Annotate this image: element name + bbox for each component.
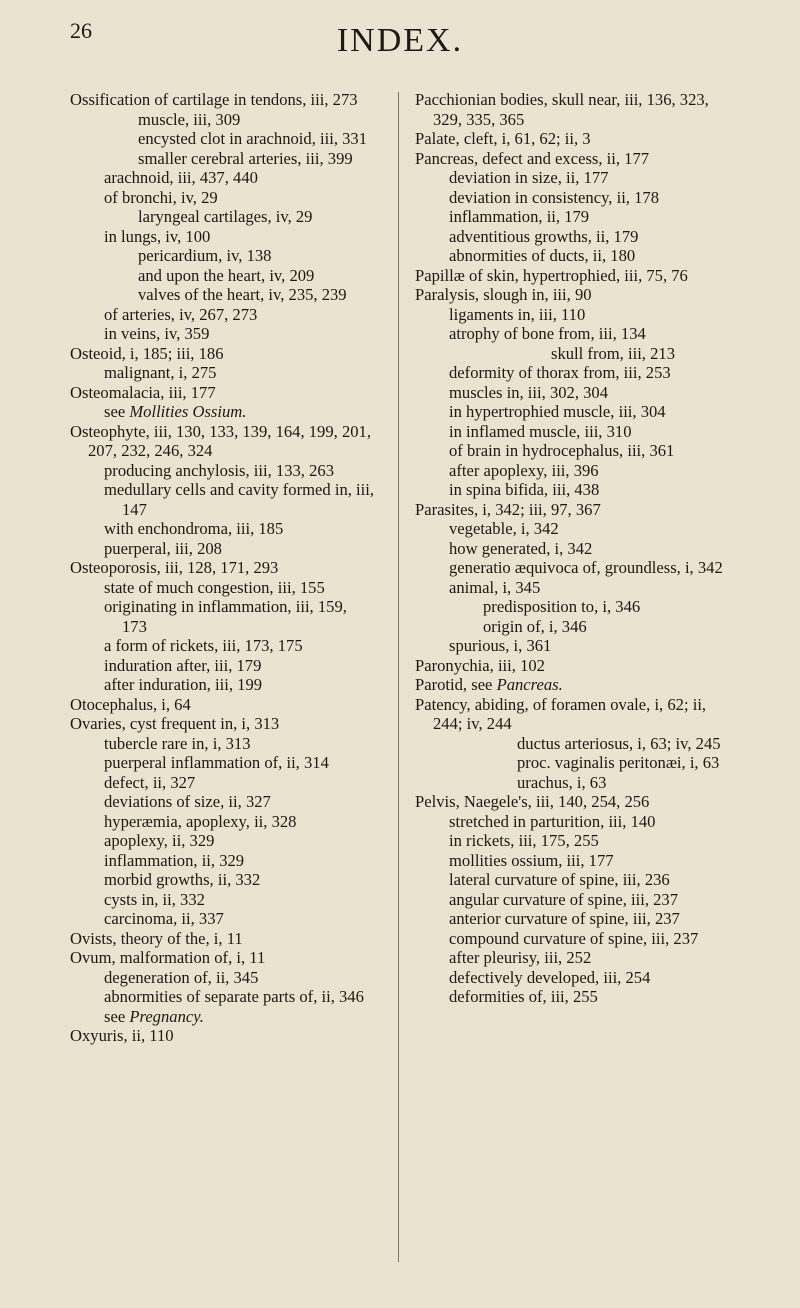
index-entry: stretched in parturition, iii, 140 [449,811,656,831]
entry-text: see [104,402,130,421]
index-entry: in hypertrophied muscle, iii, 304 [449,402,666,421]
index-entry: Paralysis, slough in, iii, 90 [415,285,592,304]
index-entry [415,675,730,695]
index-entry [70,402,375,422]
index-entry: and upon the heart, iv, 209 [138,265,315,285]
index-entry: mollities ossium, iii, 177 [449,850,614,870]
index-entry [70,1007,375,1027]
index-entry: vegetable, i, 342 [449,519,559,538]
index-entry: in spina bifida, iii, 438 [449,480,600,499]
index-entry: of brain in hydrocephalus, iii, 361 [449,441,675,460]
index-entry: medullary cells and cavity formed in, iii, 147 [104,480,375,519]
index-entry: spurious, i, 361 [449,636,552,655]
index-entry: generatio æquivoca of, groundless, i, 342 [449,558,723,577]
index-entry: in veins, iv, 359 [104,324,210,343]
index-entry: induration after, iii, 179 [104,655,262,675]
index-entry: origin of, i, 346 [483,616,587,636]
page-title: INDEX. [336,22,464,59]
index-entry: defectively developed, iii, 254 [449,967,651,987]
column-divider [398,92,399,1262]
index-entry: cysts in, ii, 332 [104,889,205,909]
index-entry: Parasites, i, 342; iii, 97, 367 [415,499,601,519]
index-entry: deformities of, iii, 255 [449,987,598,1006]
index-entry: puerperal, iii, 208 [104,538,222,558]
index-entry: after induration, iii, 199 [104,675,263,694]
left-column [70,90,375,1046]
index-entry: apoplexy, ii, 329 [104,831,215,850]
index-entry: Paronychia, iii, 102 [415,655,545,675]
index-entry: originating in inflammation, iii, 159, 173 [104,597,347,636]
entry-cross-reference: Pregnancy. [129,1006,204,1026]
index-entry: of arteries, iv, 267, 273 [104,304,258,324]
index-entry: Papillæ of skin, hypertrophied, iii, 75, 76 [415,265,688,285]
index-entry: Patency, abiding, of foramen ovale, i, 62; ii, 244; iv, 244 [415,694,707,733]
index-entry: inflammation, ii, 329 [104,850,245,870]
index-entry: Ovists, theory of the, i, 11 [70,928,243,948]
index-entry: atrophy of bone from, iii, 134 [449,324,646,343]
index-entry: deviation in size, ii, 177 [449,168,609,187]
index-entry: laryngeal cartilages, iv, 29 [138,207,313,226]
index-entry: producing anchylosis, iii, 133, 263 [104,460,334,480]
index-entry: urachus, i, 63 [517,772,607,792]
index-entry: after apoplexy, iii, 396 [449,460,599,480]
index-entry: deviation in consistency, ii, 178 [449,187,659,207]
index-entry: valves of the heart, iv, 235, 239 [138,285,347,304]
index-entry: angular curvature of spine, iii, 237 [449,889,679,909]
index-entry: ductus arteriosus, i, 63; iv, 245 [517,733,721,753]
index-entry: anterior curvature of spine, iii, 237 [449,909,680,928]
page-number: 26 [70,18,92,43]
index-entry: of bronchi, iv, 29 [104,187,218,207]
index-entry: Pancreas, defect and excess, ii, 177 [415,148,650,168]
index-entry: abnormities of ducts, ii, 180 [449,246,636,265]
index-entry: Osteophyte, iii, 130, 133, 139, 164, 199, 201, 207, 232, 246, 324 [70,421,371,460]
index-entry: hyperæmia, apoplexy, ii, 328 [104,811,297,831]
index-entry: proc. vaginalis peritonæi, i, 63 [517,753,720,772]
index-entry: carcinoma, ii, 337 [104,909,224,928]
index-entry: after pleurisy, iii, 252 [449,948,592,967]
right-column [415,90,730,1007]
index-entry: predisposition to, i, 346 [483,597,641,616]
index-entry: tubercle rare in, i, 313 [104,733,251,753]
index-entry: arachnoid, iii, 437, 440 [104,168,258,187]
index-entry: in rickets, iii, 175, 255 [449,831,599,850]
index-entry: Osteoid, i, 185; iii, 186 [70,343,224,363]
index-entry: state of much congestion, iii, 155 [104,577,325,597]
entry-cross-reference: Mollities Ossium. [129,402,247,421]
index-entry: in lungs, iv, 100 [104,226,211,246]
entry-text: see [104,1006,130,1026]
index-entry: Osteomalacia, iii, 177 [70,382,216,402]
index-entry: muscles in, iii, 302, 304 [449,382,609,402]
index-entry: pericardium, iv, 138 [138,246,272,265]
index-entry: morbid growths, ii, 332 [104,870,261,889]
index-entry: inflammation, ii, 179 [449,207,590,226]
index-entry: Ovaries, cyst frequent in, i, 313 [70,714,280,733]
index-entry: a form of rickets, iii, 173, 175 [104,636,303,655]
index-entry: lateral curvature of spine, iii, 236 [449,870,670,889]
index-entry: malignant, i, 275 [104,363,217,382]
index-entry: muscle, iii, 309 [138,109,241,129]
index-entry: Otocephalus, i, 64 [70,694,191,714]
index-entry: abnormities of separate parts of, ii, 346 [104,987,364,1006]
index-entry: animal, i, 345 [449,577,541,597]
index-entry: with enchondroma, iii, 185 [104,519,284,538]
index-entry: deviations of size, ii, 327 [104,792,271,811]
index-entry: defect, ii, 327 [104,772,196,792]
index-entry: skull from, iii, 213 [551,343,675,363]
index-entry: Palate, cleft, i, 61, 62; ii, 3 [415,129,591,148]
index-entry: compound curvature of spine, iii, 237 [449,928,699,948]
index-entry: how generated, i, 342 [449,538,593,558]
index-entry: Oxyuris, ii, 110 [70,1026,174,1045]
index-entry: Pacchionian bodies, skull near, iii, 136, 323, 329, 335, 365 [415,90,709,129]
index-entry: smaller cerebral arteries, iii, 399 [138,148,353,168]
index-entry: encysted clot in arachnoid, iii, 331 [138,129,368,148]
index-entry: Ovum, malformation of, i, 11 [70,948,266,967]
index-entry: Ossification of cartilage in tendons, iii, 273 [70,90,358,109]
index-entry: puerperal inflammation of, ii, 314 [104,753,329,772]
entry-text: Parotid, see [415,675,497,694]
entry-cross-reference: Pancreas. [496,675,563,694]
index-entry: ligaments in, iii, 110 [449,304,586,324]
index-entry: Pelvis, Naegele's, iii, 140, 254, 256 [415,792,650,811]
index-entry: deformity of thorax from, iii, 253 [449,363,671,382]
index-entry: Osteoporosis, iii, 128, 171, 293 [70,558,279,577]
index-entry: adventitious growths, ii, 179 [449,226,639,246]
index-entry: in inflamed muscle, iii, 310 [449,421,632,441]
index-entry: degeneration of, ii, 345 [104,967,259,987]
